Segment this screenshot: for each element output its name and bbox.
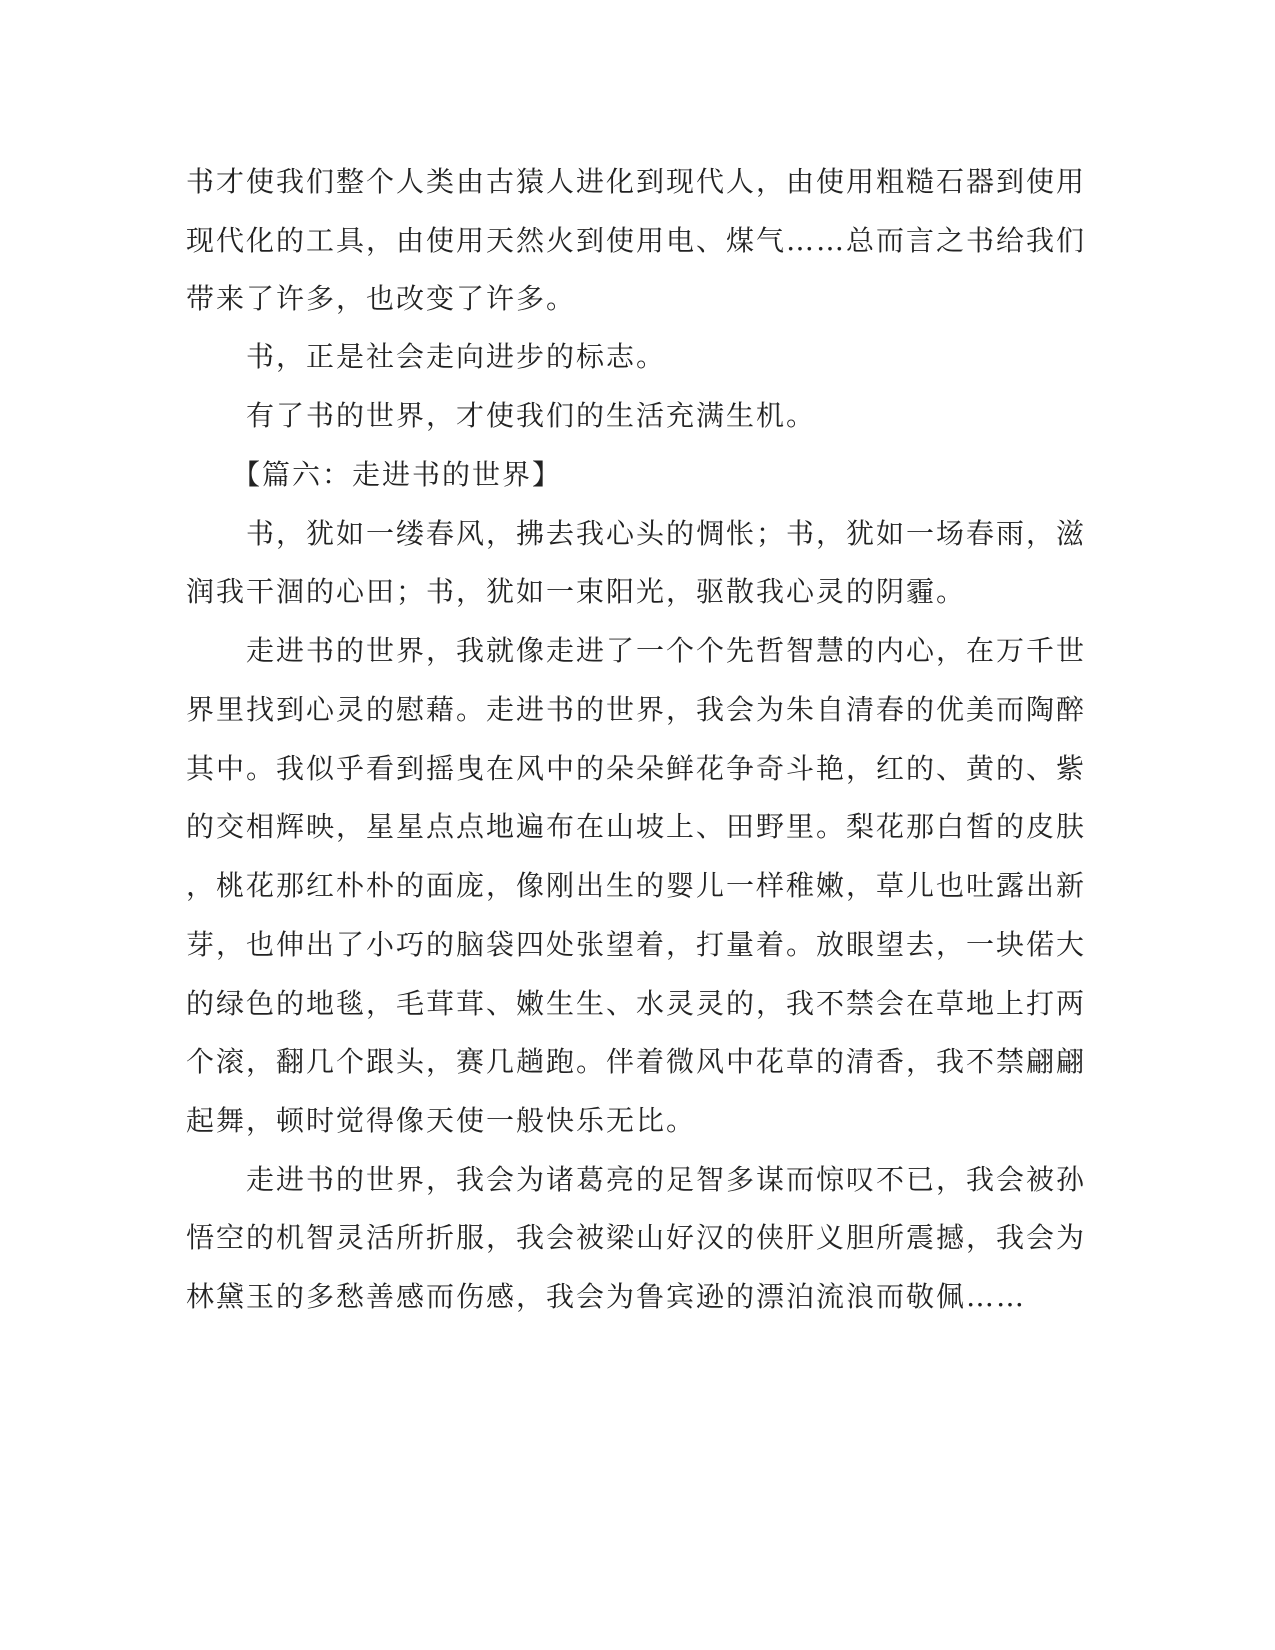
section-heading: 【篇六：走进书的世界】 xyxy=(186,458,563,491)
text-line: 的绿色的地毯，毛茸茸、嫩生生、水灵灵的，我不禁会在草地上打两 xyxy=(186,987,1087,1020)
text-line: 润我干涸的心田；书，犹如一束阳光，驱散我心灵的阴霾。 xyxy=(186,575,967,608)
text-line: 书才使我们整个人类由古猿人进化到现代人，由使用粗糙石器到使用 xyxy=(186,165,1087,198)
text-line: 现代化的工具，由使用天然火到使用电、煤气……总而言之书给我们 xyxy=(186,224,1087,257)
text-line: 个滚，翻几个跟头，赛几趟跑。伴着微风中花草的清香，我不禁翩翩 xyxy=(186,1045,1087,1078)
text-line: 带来了许多，也改变了许多。 xyxy=(186,282,577,315)
text-line: 起舞，顿时觉得像天使一般快乐无比。 xyxy=(186,1104,697,1137)
paragraph-line: 走进书的世界，我就像走进了一个个先哲智慧的内心，在万千世 xyxy=(186,634,1087,667)
text-line: ，桃花那红朴朴的面庞，像刚出生的婴儿一样稚嫩，草儿也吐露出新 xyxy=(186,869,1087,902)
paragraph-line: 书，犹如一缕春风，拂去我心头的惆怅；书，犹如一场春雨，滋 xyxy=(186,517,1087,550)
paragraph-line: 书，正是社会走向进步的标志。 xyxy=(186,340,667,373)
text-line: 悟空的机智灵活所折服，我会被梁山好汉的侠肝义胆所震撼，我会为 xyxy=(186,1221,1087,1254)
text-line: 其中。我似乎看到摇曳在风中的朵朵鲜花争奇斗艳，红的、黄的、紫 xyxy=(186,752,1087,785)
paragraph-line: 有了书的世界，才使我们的生活充满生机。 xyxy=(186,399,817,432)
paragraph-line: 走进书的世界，我会为诸葛亮的足智多谋而惊叹不已，我会被孙 xyxy=(186,1163,1087,1196)
text-line: 林黛玉的多愁善感而伤感，我会为鲁宾逊的漂泊流浪而敬佩…… xyxy=(186,1280,1027,1313)
text-line: 界里找到心灵的慰藉。走进书的世界，我会为朱自清春的优美而陶醉 xyxy=(186,693,1087,726)
text-line: 芽，也伸出了小巧的脑袋四处张望着，打量着。放眼望去，一块偌大 xyxy=(186,928,1087,961)
text-line: 的交相辉映，星星点点地遍布在山坡上、田野里。梨花那白皙的皮肤 xyxy=(186,810,1087,843)
